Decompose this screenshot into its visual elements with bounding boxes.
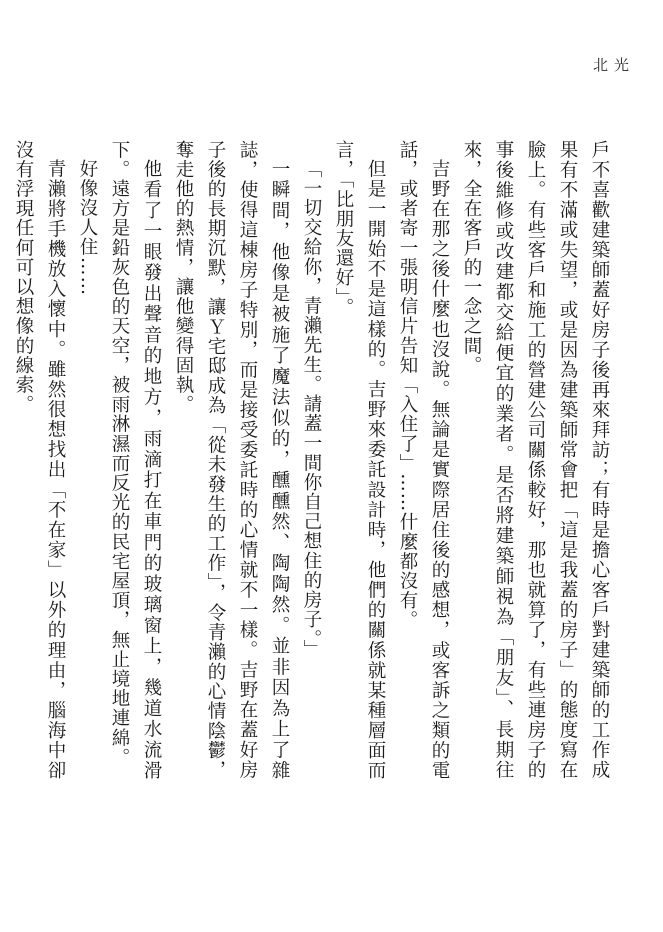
running-head-title: 北光 (592, 56, 635, 74)
paragraph: 但是一開始不是這樣的。吉野來委託設計時，他們的關係就某種層面而言，「比朋友還好」。 (333, 140, 386, 780)
paragraph: 青瀨將手機放入懷中。雖然很想找出「不在家」以外的理由，腦海中卻沒有浮現任何可以想像的線索。 (13, 140, 66, 780)
paragraph: 他看了一眼發出聲音的地方，雨滴打在車門的玻璃窗上，幾道水流滑下。遠方是鉛灰色的天空，被雨淋濕而反光的民宅屋頂，無止境地連綿。 (109, 140, 162, 780)
paragraph: 戶不喜歡建築師蓋好房子後再來拜訪；有時是擔心客戶對建築師的工作成果有不滿或失望，或是因為建築師常會把「這是我蓋的房子」的態度寫在臉上。有些客戶和施工的營建公司關係較好，那也就算了，有些連房子的事後維修或改建都交給便宜的業者。是否將建築師視為「朋友」、長期往來，全在客戶的一念之間。 (461, 140, 610, 780)
vertical-text-body (13, 140, 615, 780)
paragraph: 一瞬間，他像是被施了魔法似的，醺醺然、陶陶然。並非因為上了雜誌，使得這棟房子特別，而是接受委託時的心情就不一樣。吉野在蓋好房子後的長期沉默，讓Ｙ宅邸成為「從未發生的工作」，令青瀨的心情陰鬱，奪走他的熱情，讓他變得固執。 (173, 140, 290, 780)
paragraph: 好像沒人住…… (77, 158, 98, 296)
quoted-dialogue: 「一切交給你，青瀨先生。請蓋一間你自己想住的房子。」 (301, 158, 322, 659)
paragraph: 吉野在那之後什麼也沒說。無論是實際居住後的感想，或客訴之類的電話，或者寄一張明信片告知「入住了」……什麼都沒有。 (397, 140, 450, 780)
